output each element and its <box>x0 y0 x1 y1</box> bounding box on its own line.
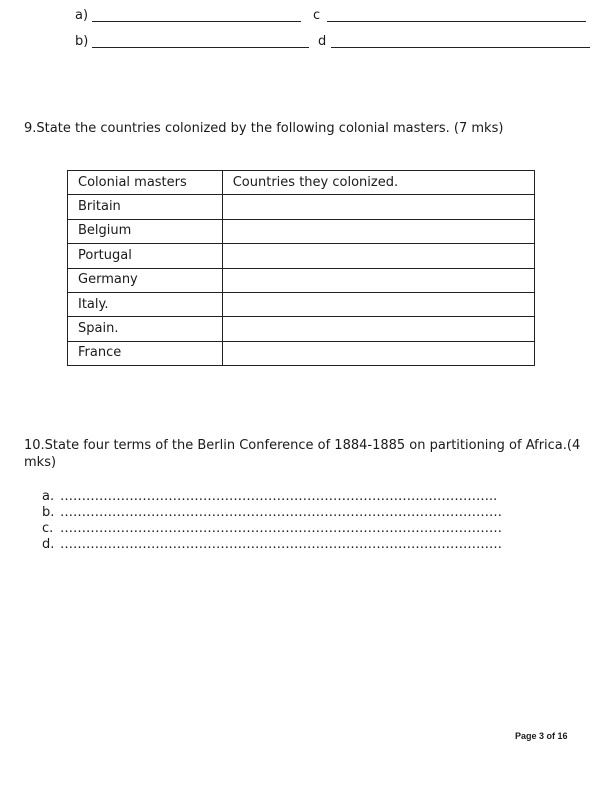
item-letter: c. <box>42 521 54 536</box>
header-colonial-masters: Colonial masters <box>68 171 223 195</box>
answer-line-a[interactable] <box>92 21 301 22</box>
answer-line-c[interactable] <box>327 21 586 22</box>
dotted-answer-line: ………………………………………………………………………………………… <box>60 537 502 552</box>
header-countries-colonized: Countries they colonized. <box>222 171 534 195</box>
table-row <box>68 317 535 341</box>
colonial-masters-table <box>67 170 535 366</box>
dotted-answer-line: ……………………………………………………………………………………….. <box>60 489 498 504</box>
countries-answer-cell[interactable] <box>222 195 534 219</box>
answer-label-c: c <box>313 8 321 23</box>
master-name: Germany <box>68 268 223 292</box>
table-row <box>68 195 535 219</box>
answer-label-d: d <box>318 34 327 49</box>
answer-item-b[interactable] <box>42 505 502 521</box>
countries-answer-cell[interactable] <box>222 292 534 316</box>
master-name: France <box>68 341 223 365</box>
countries-answer-cell[interactable] <box>222 317 534 341</box>
countries-answer-cell[interactable] <box>222 268 534 292</box>
item-letter: d. <box>42 537 55 552</box>
item-letter: b. <box>42 505 55 520</box>
table-header-row <box>68 171 535 195</box>
table-row <box>68 268 535 292</box>
master-name: Portugal <box>68 244 223 268</box>
table-row <box>68 219 535 243</box>
countries-answer-cell[interactable] <box>222 219 534 243</box>
master-name: Britain <box>68 195 223 219</box>
master-name: Spain. <box>68 317 223 341</box>
item-letter: a. <box>42 489 55 504</box>
countries-answer-cell[interactable] <box>222 244 534 268</box>
table-row <box>68 341 535 365</box>
answer-item-c[interactable] <box>42 521 502 537</box>
countries-answer-cell[interactable] <box>222 341 534 365</box>
answer-label-b: b) <box>75 34 89 49</box>
master-name: Belgium <box>68 219 223 243</box>
table-row <box>68 292 535 316</box>
table-row <box>68 244 535 268</box>
answer-line-b[interactable] <box>92 47 309 48</box>
answer-label-a: a) <box>75 8 89 23</box>
dotted-answer-line: ………………………………………………………………………………………… <box>60 521 502 536</box>
master-name: Italy. <box>68 292 223 316</box>
dotted-answer-line: ………………………………………………………………………………………… <box>60 505 502 520</box>
question-10-text: 10.State four terms of the Berlin Conference of 1884-1885 on partitioning of Africa.(4 mks) <box>24 438 581 470</box>
question-9-text: 9.State the countries colonized by the following colonial masters. (7 mks) <box>24 121 504 136</box>
answer-item-a[interactable] <box>42 489 497 505</box>
page-number: Page 3 of 16 <box>515 731 568 741</box>
answer-line-d[interactable] <box>331 47 590 48</box>
answer-item-d[interactable] <box>42 537 502 553</box>
